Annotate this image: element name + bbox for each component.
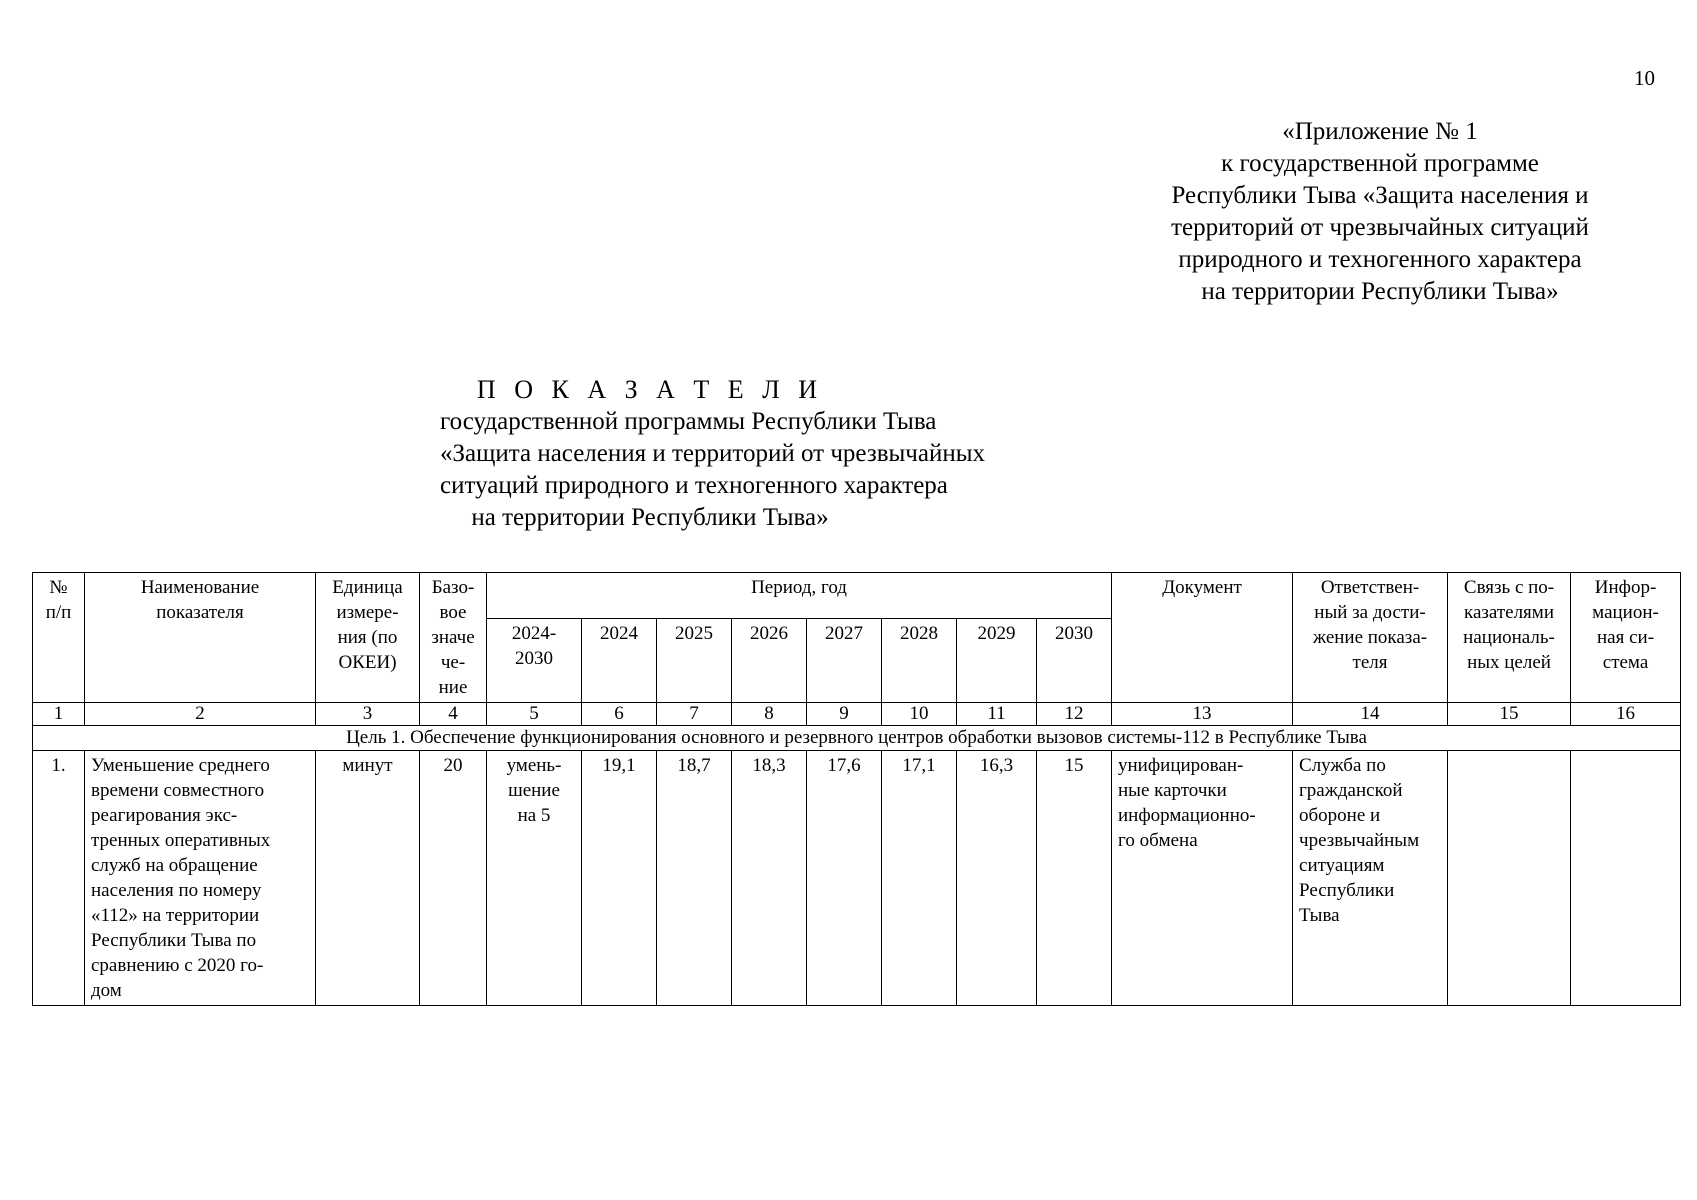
- appendix-line: «Приложение № 1: [1282, 118, 1478, 145]
- header-period: Период, год: [487, 573, 1112, 619]
- row-link: [1448, 751, 1571, 1006]
- header-year: 2024- 2030: [487, 618, 582, 702]
- header-link: Связь с по- казателями националь- ных целей: [1448, 573, 1571, 703]
- row-name: Уменьшение среднего времени совместного реагирования экс- тренных оперативных служб на обращение населения по номеру «112» на территории Республики Тыва по сравнению с 2020 го- дом: [85, 751, 316, 1006]
- appendix-line: Республики Тыва «Защита населения и: [1171, 182, 1589, 209]
- row-info: [1571, 751, 1681, 1006]
- title-line: ситуаций природного и техногенного характера: [440, 472, 948, 499]
- header-unit: Единица измере- ния (по ОКЕИ): [316, 573, 420, 703]
- row-value: 17,1: [882, 751, 957, 1006]
- column-number: 2: [85, 703, 316, 726]
- row-value: 16,3: [957, 751, 1037, 1006]
- row-value: 19,1: [582, 751, 657, 1006]
- table-row: [33, 751, 1681, 1006]
- column-number: 12: [1037, 703, 1112, 726]
- header-base: Базо- вое значе че- ние: [420, 573, 487, 703]
- column-number: 8: [732, 703, 807, 726]
- header-year: 2025: [657, 618, 732, 702]
- header-row: [33, 573, 1681, 619]
- row-base: 20: [420, 751, 487, 1006]
- appendix-line: к государственной программе: [1221, 150, 1539, 177]
- header-name: Наименование показателя: [85, 573, 316, 703]
- column-number: 1: [33, 703, 85, 726]
- header-year: 2029: [957, 618, 1037, 702]
- header-responsible: Ответствен- ный за дости- жение показа- теля: [1293, 573, 1448, 703]
- row-unit: минут: [316, 751, 420, 1006]
- row-value: 17,6: [807, 751, 882, 1006]
- indicators-table: [32, 572, 1681, 1006]
- header-info: Инфор- мацион- ная си- стема: [1571, 573, 1681, 703]
- column-number: 5: [487, 703, 582, 726]
- column-number: 16: [1571, 703, 1681, 726]
- document-title-block: [440, 374, 986, 534]
- row-period-total: умень- шение на 5: [487, 751, 582, 1006]
- column-number: 7: [657, 703, 732, 726]
- row-value: 18,3: [732, 751, 807, 1006]
- row-value: 18,7: [657, 751, 732, 1006]
- column-number-row: [33, 703, 1681, 726]
- column-number: 14: [1293, 703, 1448, 726]
- header-year: 2030: [1037, 618, 1112, 702]
- header-year: 2024: [582, 618, 657, 702]
- goal-text: Цель 1. Обеспечение функционирования основного и резервного центров обработки вызовов системы-112 в Республике Тыва: [33, 726, 1681, 751]
- appendix-line: территорий от чрезвычайных ситуаций: [1171, 214, 1589, 241]
- document-title: П О К А З А Т Е Л И: [476, 375, 824, 404]
- column-number: 3: [316, 703, 420, 726]
- header-year: 2026: [732, 618, 807, 702]
- header-document: Документ: [1112, 573, 1293, 703]
- title-line: «Защита населения и территорий от чрезвычайных: [440, 440, 986, 467]
- column-number: 13: [1112, 703, 1293, 726]
- column-number: 11: [957, 703, 1037, 726]
- column-number: 15: [1448, 703, 1571, 726]
- title-line: государственной программы Республики Тыва: [440, 408, 937, 435]
- header-no: № п/п: [33, 573, 85, 703]
- column-number: 6: [582, 703, 657, 726]
- page-number: 10: [1634, 66, 1655, 90]
- column-number: 9: [807, 703, 882, 726]
- title-line: на территории Республики Тыва»: [471, 504, 829, 531]
- row-responsible: Служба по гражданской обороне и чрезвычайным ситуациям Республики Тыва: [1293, 751, 1448, 1006]
- appendix-line: природного и техногенного характера: [1178, 246, 1582, 273]
- column-number: 10: [882, 703, 957, 726]
- row-no: 1.: [33, 751, 85, 1006]
- row-document: унифицирован- ные карточки информационно- го обмена: [1112, 751, 1293, 1006]
- header-year: 2028: [882, 618, 957, 702]
- goal-row: [33, 726, 1681, 751]
- appendix-caption: [1110, 116, 1650, 308]
- appendix-line: на территории Республики Тыва»: [1201, 278, 1559, 305]
- row-value: 15: [1037, 751, 1112, 1006]
- column-number: 4: [420, 703, 487, 726]
- header-year: 2027: [807, 618, 882, 702]
